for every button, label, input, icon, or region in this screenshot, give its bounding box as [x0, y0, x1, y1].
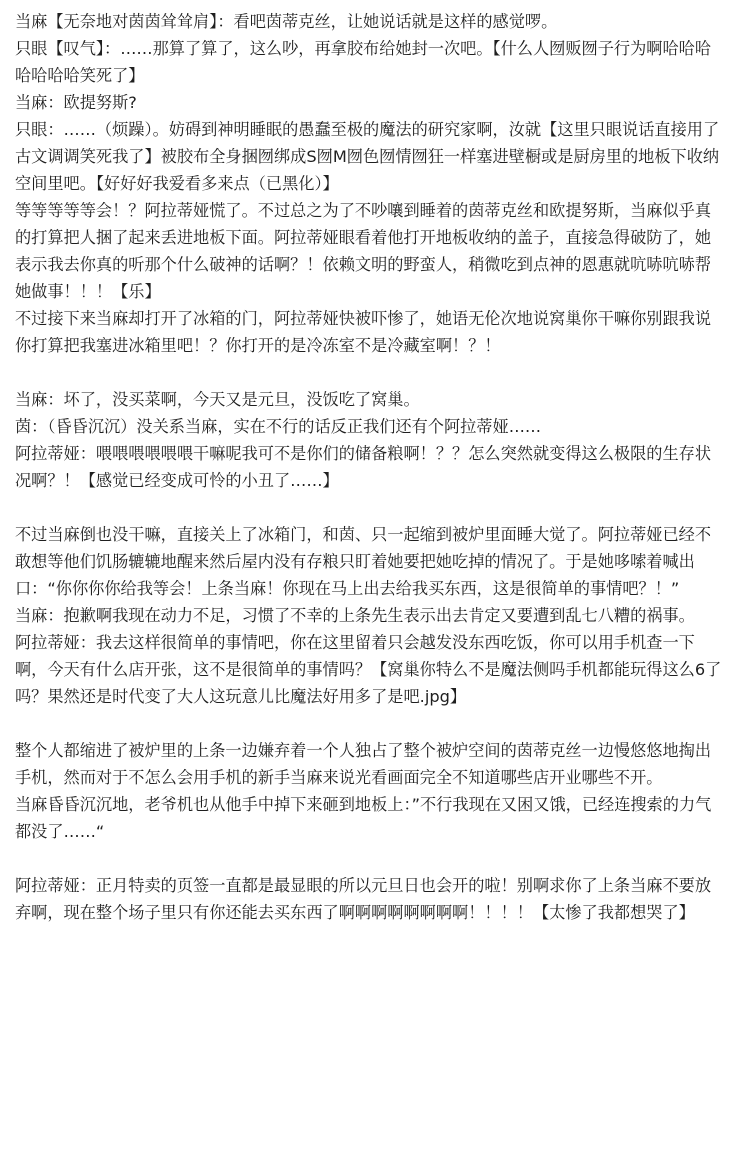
- paragraph-6: 不过接下来当麻却打开了冰箱的门，阿拉蒂娅快被吓惨了，她语无伦次地说窝巢你干嘛你别跟我说你打算把我塞进冰箱里吧！？你打开的是冷冻室不是冷藏室啊！？！: [15, 309, 712, 355]
- blank-line: [15, 359, 726, 386]
- blank-line: [15, 845, 726, 872]
- paragraph-4: 只眼：……（烦躁）。妨碍到神明睡眠的愚蠢至极的魔法的研究家啊，汝就【这里只眼说话直接用了古文调调笑死我了】被胶布全身捆囫绑成S囫M囫色囫情囫狂一样塞进壁橱或是厨房里的地板下收纳空间里吧。【好好好我爱看多来点（已黑化）】: [15, 120, 720, 193]
- paragraph-13: 整个人都缩进了被炉里的上条一边嫌弃着一个人独占了整个被炉空间的茵蒂克丝一边慢悠悠地掏出手机，然而对于不怎么会用手机的新手当麻来说光看画面完全不知道哪些店开业哪些不开。: [15, 741, 712, 787]
- paragraph-9: 阿拉蒂娅：喂喂喂喂喂喂干嘛呢我可不是你们的储备粮啊！？？怎么突然就变得这么极限的生存状况啊？！【感觉已经变成可怜的小丑了……】: [15, 444, 712, 490]
- paragraph-12: 阿拉蒂娅：我去这样很简单的事情吧，你在这里留着只会越发没东西吃饭，你可以用手机查一下啊，今天有什么店开张，这不是很简单的事情吗？【窝巢你特么不是魔法侧吗手机都能玩得这么6了吗？果然还是时代变了大人这玩意儿比魔法好用多了是吧.jpg】: [15, 633, 722, 706]
- blank-line: [15, 494, 726, 521]
- paragraph-7: 当麻：坏了，没买菜啊，今天又是元旦，没饭吃了窝巢。: [15, 390, 420, 409]
- paragraph-3: 当麻：欧提努斯?: [15, 93, 137, 112]
- paragraph-8: 茵：（昏昏沉沉）没关系当麻，实在不行的话反正我们还有个阿拉蒂娅……: [15, 417, 542, 436]
- blank-line: [15, 710, 726, 737]
- paragraph-15: 阿拉蒂娅：正月特卖的页签一直都是最显眼的所以元旦日也会开的啦！别啊求你了上条当麻不要放弃啊，现在整个场子里只有你还能去买东西了啊啊啊啊啊啊啊啊！！！！【太惨了我都想哭了】: [15, 876, 712, 922]
- paragraph-5: 等等等等等会！？阿拉蒂娅慌了。不过总之为了不吵嚷到睡着的茵蒂克丝和欧提努斯，当麻似乎真的打算把人捆了起来丢进地板下面。阿拉蒂娅眼看着他打开地板收纳的盖子，直接急得破防了，她表示我去你真的听那个什么破神的话啊？！依赖文明的野蛮人，稍微吃到点神的恩惠就吭哧吭哧帮她做事！！！【乐】: [15, 201, 712, 301]
- paragraph-14: 当麻昏昏沉沉地，老爷机也从他手中掉下来砸到地板上：”不行我现在又困又饿，已经连搜索的力气都没了……“: [15, 795, 712, 841]
- paragraph-10: 不过当麻倒也没干嘛，直接关上了冰箱门，和茵、只一起缩到被炉里面睡大觉了。阿拉蒂娅已经不敢想等他们饥肠辘辘地醒来然后屋内没有存粮只盯着她要把她吃掉的情况了。于是她哆嗦着喊出口：“你你你你给我等会！上条当麻！你现在马上出去给我买东西，这是很简单的事情吧？！”: [15, 525, 712, 598]
- paragraph-11: 当麻：抱歉啊我现在动力不足，习惯了不幸的上条先生表示出去肯定又要遭到乱七八糟的祸事。: [15, 606, 695, 625]
- paragraph-2: 只眼【叹气】：……那算了算了，这么吵，再拿胶布给她封一次吧。【什么人囫贩囫子行为啊哈哈哈哈哈哈哈笑死了】: [15, 39, 712, 85]
- paragraph-1: 当麻【无奈地对茵茵耸耸肩】：看吧茵蒂克丝，让她说话就是这样的感觉啰。: [15, 12, 558, 31]
